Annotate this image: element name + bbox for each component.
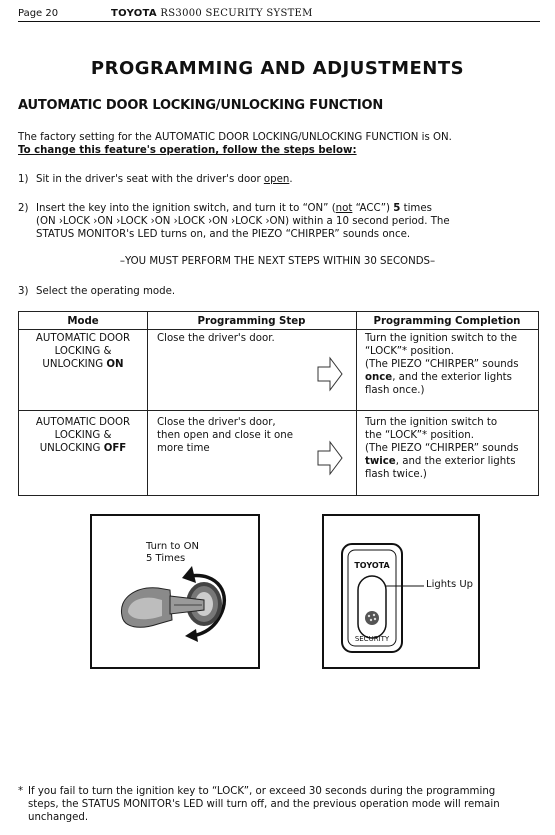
- completion-off: [365, 416, 537, 481]
- status-monitor-figure: [322, 514, 480, 669]
- step-off: [157, 416, 322, 455]
- step-2-line-2: (ON ›LOCK ›ON ›LOCK ›ON ›LOCK ›ON ›LOCK ›ON) within a 10 second period. The: [36, 216, 450, 227]
- status-monitor-icon: [324, 516, 478, 667]
- footnote-marker: *: [18, 786, 24, 797]
- mode-on: [19, 332, 147, 371]
- footnote-text: [28, 785, 536, 824]
- step-1-text: Sit in the driver's seat with the driver's door: [36, 174, 264, 185]
- step-2-times: times: [400, 203, 432, 214]
- ignition-key-icon: [92, 516, 258, 667]
- footnote-line: unchanged.: [28, 812, 89, 823]
- step-line: more time: [157, 443, 210, 454]
- mode-state: OFF: [103, 443, 127, 454]
- section-heading: AUTOMATIC DOOR LOCKING/UNLOCKING FUNCTION: [18, 98, 384, 113]
- time-warning: –YOU MUST PERFORM THE NEXT STEPS WITHIN 30 SECONDS–: [119, 256, 436, 267]
- chirp-count: twice: [365, 456, 396, 467]
- mode-line: LOCKING &: [54, 430, 112, 441]
- completion-line: (The PIEZO “CHIRPER” sounds: [365, 359, 519, 370]
- completion-line: “LOCK”* position.: [365, 346, 454, 357]
- table-divider: [19, 329, 538, 330]
- completion-line: , and the exterior lights: [395, 456, 516, 467]
- monitor-brand: TOYOTA: [354, 561, 390, 570]
- completion-line: Turn the ignition switch to: [365, 417, 498, 428]
- footnote-line: If you fail to turn the ignition key to “LOCK”, or exceed 30 seconds during the programming: [28, 786, 496, 797]
- table-divider: [356, 312, 357, 495]
- step-text: Select the operating mode.: [36, 286, 176, 297]
- step-2-line-3: STATUS MONITOR's LED turns on, and the PIEZO “CHIRPER” sounds once.: [36, 229, 411, 240]
- step-2-acc: “ACC”): [352, 203, 394, 214]
- step-number: 1): [18, 174, 29, 185]
- right-arrow-icon: [316, 356, 344, 392]
- column-header-completion: Programming Completion: [373, 316, 521, 327]
- step-text: [36, 173, 536, 186]
- page-number: Page 20: [18, 8, 59, 19]
- page-title: PROGRAMMING AND ADJUSTMENTS: [90, 58, 465, 79]
- completion-line: Turn the ignition switch to the: [365, 333, 518, 344]
- step-number: 2): [18, 203, 29, 214]
- step-2-times-count: 5: [393, 203, 401, 214]
- table-divider: [147, 312, 148, 495]
- mode-line: UNLOCKING: [42, 359, 107, 370]
- completion-line: flash twice.): [365, 469, 427, 480]
- step-text: [36, 202, 536, 241]
- step-on: Close the driver's door.: [157, 333, 275, 344]
- mode-state: ON: [106, 359, 124, 370]
- step-number: 3): [18, 286, 29, 297]
- completion-line: , and the exterior lights: [392, 372, 512, 383]
- page-header: [18, 8, 540, 22]
- mode-line: AUTOMATIC DOOR: [35, 333, 131, 344]
- step-line: then open and close it one: [157, 430, 293, 441]
- mode-line: AUTOMATIC DOOR: [35, 417, 131, 428]
- intro-instruction: [18, 144, 357, 157]
- completion-on: [365, 332, 537, 397]
- chirp-count: once: [365, 372, 393, 383]
- ignition-key-figure: [90, 514, 260, 669]
- mode-table: [18, 311, 539, 496]
- completion-line: flash once.): [365, 385, 425, 396]
- header-brand: TOYOTA: [111, 8, 157, 19]
- completion-line: the “LOCK”* position.: [365, 430, 474, 441]
- footnote-line: steps, the STATUS MONITOR's LED will turn off, and the previous operation mode will remain: [28, 799, 500, 810]
- header-product: RS3000 SECURITY SYSTEM: [160, 8, 313, 19]
- intro-instruction-text: To change this feature's operation, follow the steps below:: [18, 145, 357, 156]
- header-title: [111, 8, 313, 19]
- completion-line: (The PIEZO “CHIRPER” sounds: [365, 443, 519, 454]
- step-1-period: .: [289, 174, 293, 185]
- step-line: Close the driver's door,: [157, 417, 276, 428]
- right-arrow-icon: [316, 440, 344, 476]
- step-1-emphasis: open: [263, 174, 290, 185]
- step-2-line-1: Insert the key into the ignition switch, and turn it to “ON” (: [36, 203, 336, 214]
- header-rule: [18, 21, 540, 22]
- intro-factory-setting: The factory setting for the AUTOMATIC DOOR LOCKING/UNLOCKING FUNCTION is ON.: [18, 132, 452, 143]
- column-header-step: Programming Step: [197, 316, 306, 327]
- lights-up-callout: Lights Up: [426, 579, 474, 590]
- step-2-not: not: [335, 203, 353, 214]
- table-divider: [19, 410, 538, 411]
- column-header-mode: Mode: [67, 316, 99, 327]
- mode-line: LOCKING &: [54, 346, 112, 357]
- mode-off: [19, 416, 147, 455]
- mode-line: UNLOCKING: [39, 443, 104, 454]
- monitor-security-label: SECURITY: [354, 635, 390, 643]
- ignition-label-line: Turn to ON: [146, 541, 199, 552]
- ignition-label-line: 5 Times: [146, 553, 186, 564]
